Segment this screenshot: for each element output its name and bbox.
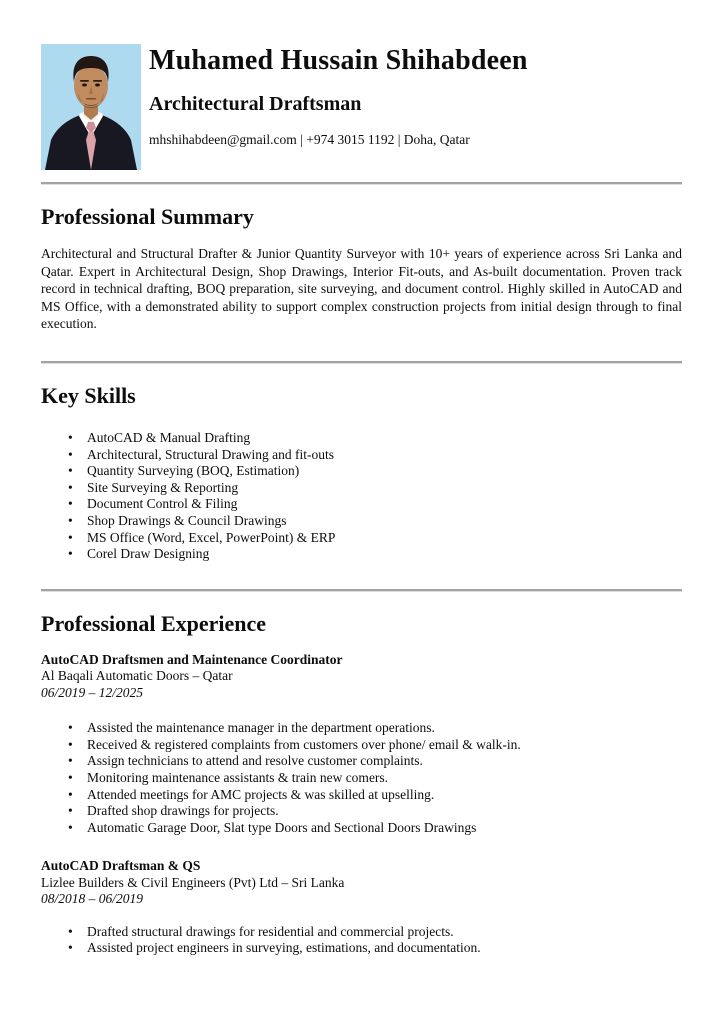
job-bullet-item: • Automatic Garage Door, Slat type Doors and Sectional Doors Drawings	[41, 820, 682, 837]
job-title-line: AutoCAD Draftsman & QS	[41, 858, 201, 874]
person-job-title: Architectural Draftsman	[149, 93, 362, 115]
skill-item: • Corel Draw Designing	[41, 546, 682, 563]
job-bullet-item: • Assign technicians to attend and resolve customer complaints.	[41, 753, 682, 770]
skill-item: • Shop Drawings & Council Drawings	[41, 513, 682, 530]
skill-item: • MS Office (Word, Excel, PowerPoint) & ERP	[41, 530, 682, 547]
profile-photo	[41, 44, 141, 170]
job-bullet-item: • Assisted the maintenance manager in the department operations.	[41, 720, 682, 737]
section-key-skills	[41, 384, 682, 563]
job-title-line: AutoCAD Draftsmen and Maintenance Coordinator	[41, 651, 343, 667]
summary-heading: Professional Summary	[41, 204, 254, 229]
job-company-line: Lizlee Builders & Civil Engineers (Pvt) Ltd – Sri Lanka	[41, 874, 345, 890]
job-bullet-item: • Assisted project engineers in surveying, estimations, and documentation.	[41, 940, 682, 957]
job-dates-line: 08/2018 – 06/2019	[41, 891, 144, 907]
experience-heading: Professional Experience	[41, 610, 267, 636]
header-text-block	[149, 44, 528, 148]
job-bullet-item: • Drafted structural drawings for residential and commercial projects.	[41, 924, 682, 941]
skill-item: • AutoCAD & Manual Drafting	[41, 430, 682, 447]
experience-job-1	[41, 652, 682, 837]
skills-heading: Key Skills	[41, 382, 136, 408]
section-divider	[41, 182, 682, 185]
resume-header	[41, 0, 682, 170]
contact-line: mhshihabdeen@gmail.com | +974 3015 1192 | Doha, Qatar	[149, 132, 470, 147]
job-2-bullet-list	[41, 924, 682, 957]
job-bullet-item: • Attended meetings for AMC projects & was skilled at upselling.	[41, 787, 682, 804]
section-divider	[41, 361, 682, 364]
skill-item: • Architectural, Structural Drawing and fit-outs	[41, 447, 682, 464]
person-name: Muhamed Hussain Shihabdeen	[149, 45, 528, 76]
job-bullet-item: • Drafted shop drawings for projects.	[41, 803, 682, 820]
job-bullet-item: • Received & registered complaints from customers over phone/ email & walk-in.	[41, 737, 682, 754]
job-dates-line: 06/2019 – 12/2025	[41, 684, 144, 700]
skill-item: • Quantity Surveying (BOQ, Estimation)	[41, 463, 682, 480]
section-professional-experience	[41, 612, 682, 957]
experience-job-2	[41, 858, 682, 957]
skills-list	[41, 430, 682, 563]
job-company-line: Al Baqali Automatic Doors – Qatar	[41, 668, 233, 684]
section-divider	[41, 589, 682, 592]
section-professional-summary	[41, 205, 682, 333]
job-bullet-item: • Monitoring maintenance assistants & train new comers.	[41, 770, 682, 787]
summary-paragraph: Architectural and Structural Drafter & Junior Quantity Surveyor with 10+ years of experience across Sri Lanka and Qatar. Expert in Architectural Design, Shop Drawings, Interior Fit-outs, and As-built documentation. Proven track record in technical drafting, BOQ preparation, site surveying, and document control. Highly skilled in AutoCAD and MS Office, with a demonstrated ability to support complex construction projects from initial design through to final execution.	[41, 246, 682, 332]
skill-item: • Document Control & Filing	[41, 496, 682, 513]
skill-item: • Site Surveying & Reporting	[41, 480, 682, 497]
job-1-bullet-list	[41, 720, 682, 836]
